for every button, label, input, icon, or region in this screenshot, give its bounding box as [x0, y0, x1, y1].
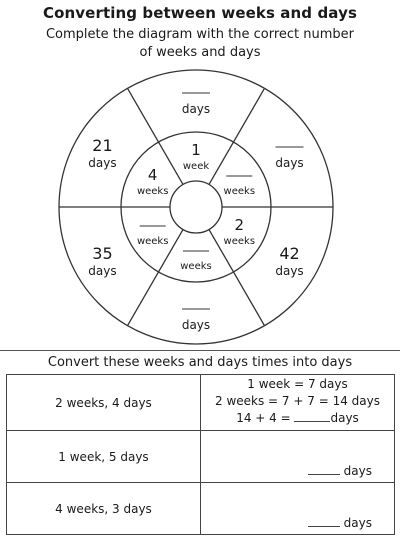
segment-unit: weeks	[223, 236, 256, 247]
question-cell	[7, 483, 201, 535]
answer-line	[308, 464, 372, 478]
answer-blank[interactable]	[308, 464, 340, 475]
center-circle	[170, 181, 222, 233]
segment-value: 2	[234, 216, 245, 234]
work-line: 1 week = 7 days	[247, 377, 348, 391]
convert-heading: Convert these weeks and days times into days	[47, 355, 353, 370]
work-final-line	[201, 410, 394, 427]
answer-blank[interactable]	[308, 516, 340, 527]
segment-value: 42	[279, 244, 300, 263]
question-cell	[7, 431, 201, 483]
segment-value: 1	[191, 141, 201, 159]
wheel-spoke	[209, 88, 265, 184]
spokes	[59, 88, 333, 325]
segment-unit: days	[275, 156, 304, 170]
section-divider	[0, 350, 400, 351]
segment-unit: days	[275, 264, 304, 278]
segment-value: 21	[92, 136, 113, 155]
conversion-table	[6, 374, 395, 535]
segment-unit: days	[181, 318, 211, 332]
question-text: 1 week, 5 days	[58, 449, 149, 464]
segment-unit: days	[88, 264, 117, 278]
segment-unit: days	[181, 102, 211, 116]
segment-value: 35	[92, 244, 113, 263]
work-line: 2 weeks = 7 + 7 = 14 days	[215, 394, 380, 408]
question-cell	[7, 375, 201, 431]
work-final-prefix: 14 + 4 =	[236, 411, 291, 425]
answer-unit: days	[343, 464, 372, 478]
segment-unit: weeks	[180, 261, 212, 272]
question-text: 4 weeks, 3 days	[55, 501, 152, 516]
answer-unit: days	[343, 516, 372, 530]
answer-cell[interactable]	[201, 483, 395, 535]
segment-unit: week	[182, 161, 210, 172]
answer-cell[interactable]	[201, 375, 395, 431]
worked-example	[201, 375, 394, 427]
answer-cell[interactable]	[201, 431, 395, 483]
answer-line	[308, 516, 372, 530]
instructions: Complete the diagram with the correct number of weeks and days	[45, 27, 354, 60]
segment-value: 4	[147, 166, 158, 184]
segment-unit: days	[88, 156, 117, 170]
segment-unit: weeks	[136, 186, 169, 197]
answer-blank[interactable]	[294, 411, 330, 422]
answer-unit: days	[330, 411, 359, 425]
segment-unit: weeks	[223, 186, 256, 197]
page-title: Converting between weeks and days	[43, 4, 357, 22]
question-text: 2 weeks, 4 days	[55, 395, 152, 410]
segment-unit: weeks	[136, 236, 169, 247]
